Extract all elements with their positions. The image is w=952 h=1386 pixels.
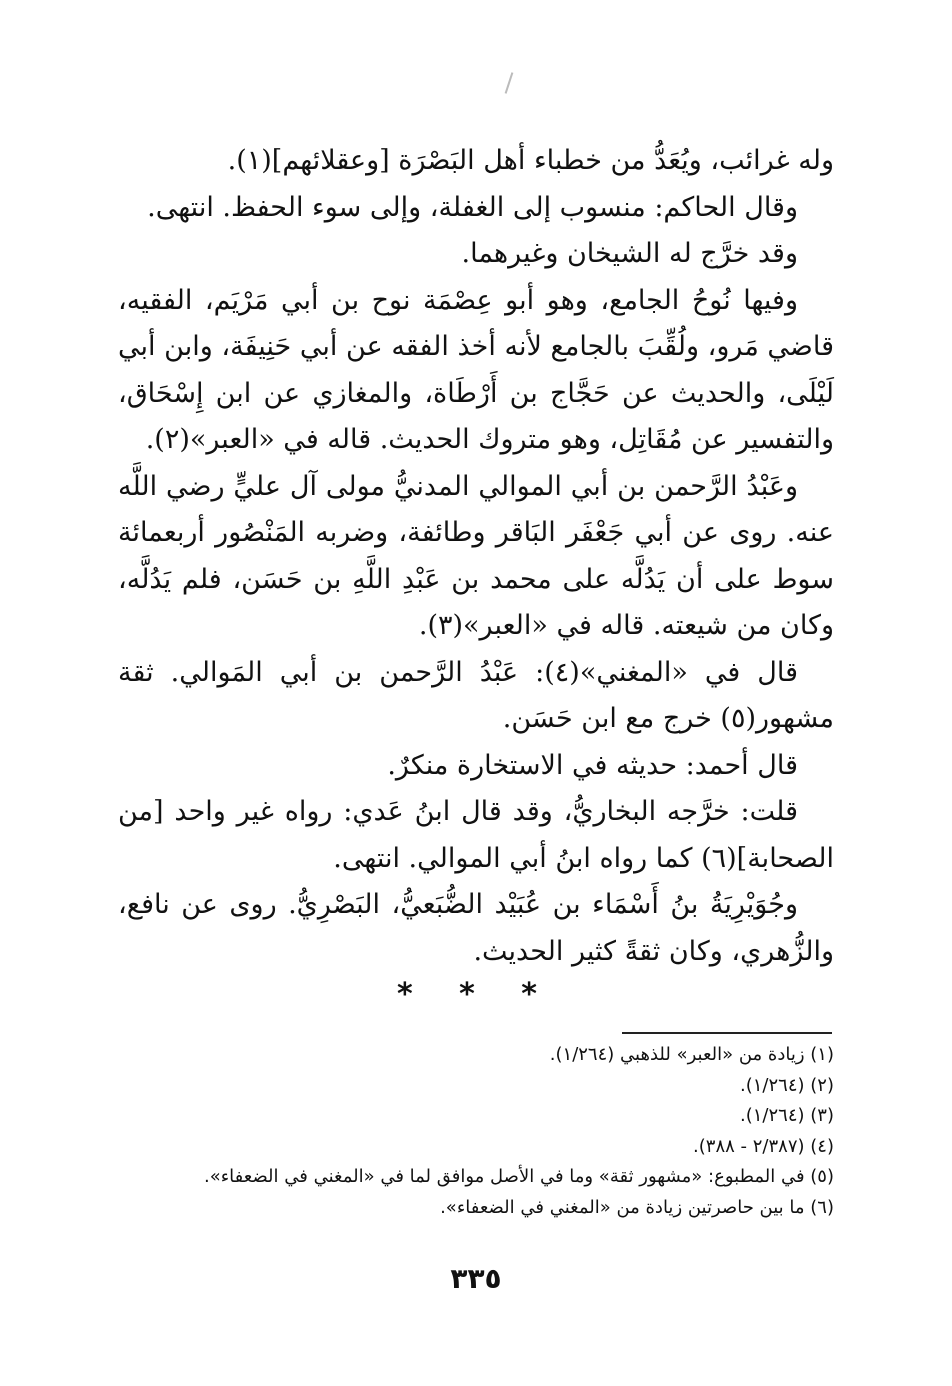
footnote-6: (٦) ما بين حاصرتين زيادة من «المغني في الضعفاء». <box>440 1196 834 1218</box>
paragraph-8: قلت: خرَّجه البخاريُّ، وقد قال ابنُ عَدي: رواه غير واحد [من الصحابة](٦) كما رواه ابنُ أبي الموالي. انتهى. <box>118 796 834 874</box>
paragraph-5: وعَبْدُ الرَّحمن بن أبي الموالي المدنيُّ مولى آل عليٍّ رضي اللَّه عنه. روى عن أبي جَعْفَر البَاقر وطائفة، وضربه المَنْصُور أربعمائة سوط على أن يَدُلَّه على محمد بن عَبْدِ اللَّهِ بن حَسَن، فلم يَدُلَّه، وكان من شيعته. قاله في «العبر»(٣). <box>118 470 834 641</box>
footnote-4: (٤) (٢/٣٨٧ - ٣٨٨). <box>693 1135 834 1157</box>
footnote-5: (٥) في المطبوع: «مشهور ثقة» وما في الأصل موافق لما في «المغني في الضعفاء». <box>203 1166 834 1187</box>
paragraph-3: وقد خرَّج له الشيخان وغيرهما. <box>461 238 798 269</box>
section-separator: * * * <box>397 977 555 1012</box>
paragraph-9: وجُوَيْرِيَةُ بنُ أَسْمَاء بن عُبَيْد الضُّبَعيُّ، البَصْرِيُّ. روى عن نافع، والزُّهري، وكان ثقةً كثير الحديث. <box>118 889 834 967</box>
footnote-2: (٢) (١/٢٦٤). <box>740 1074 834 1096</box>
paragraph-1: وله غرائب، ويُعَدُّ من خطباء أهل البَصْرَة [وعقلائهم](١). <box>227 145 834 176</box>
main-text <box>118 138 834 1013</box>
paragraph-7: قال أحمد: حديثه في الاستخارة منكرٌ. <box>387 749 798 781</box>
footnote-divider <box>622 1032 832 1034</box>
footnote-1: (١) زيادة من «العبر» للذهبي (١/٢٦٤). <box>549 1044 834 1065</box>
paragraph-4: وفيها نُوحُ الجامع، وهو أبو عِصْمَة نوح بن أبي مَرْيَم، الفقيه، قاضي مَرو، ولُقِّبَ بالجامع لأنه أخذ الفقه عن أبي حَنِيفَة، وابن أبي لَيْلَى، والحديث عن حَجَّاج بن أَرْطَاة، والمغازي عن ابن إِسْحَاق، والتفسير عن مُقَاتِل، وهو متروك الحديث. قاله في «العبر»(٢). <box>118 284 834 455</box>
paragraph-6: قال في «المغني»(٤): عَبْدُ الرَّحمن بن أبي المَوالي. ثقة مشهور(٥) خرج مع ابن حَسَن. <box>118 656 834 734</box>
footnotes <box>118 1040 834 1223</box>
footnote-3: (٣) (١/٢٦٤). <box>740 1105 834 1126</box>
stray-pen-mark <box>505 72 514 94</box>
page-number: ٣٣٥ <box>450 1262 502 1295</box>
paragraph-2: وقال الحاكم: منسوب إلى الغفلة، وإلى سوء الحفظ. انتهى. <box>147 191 798 223</box>
